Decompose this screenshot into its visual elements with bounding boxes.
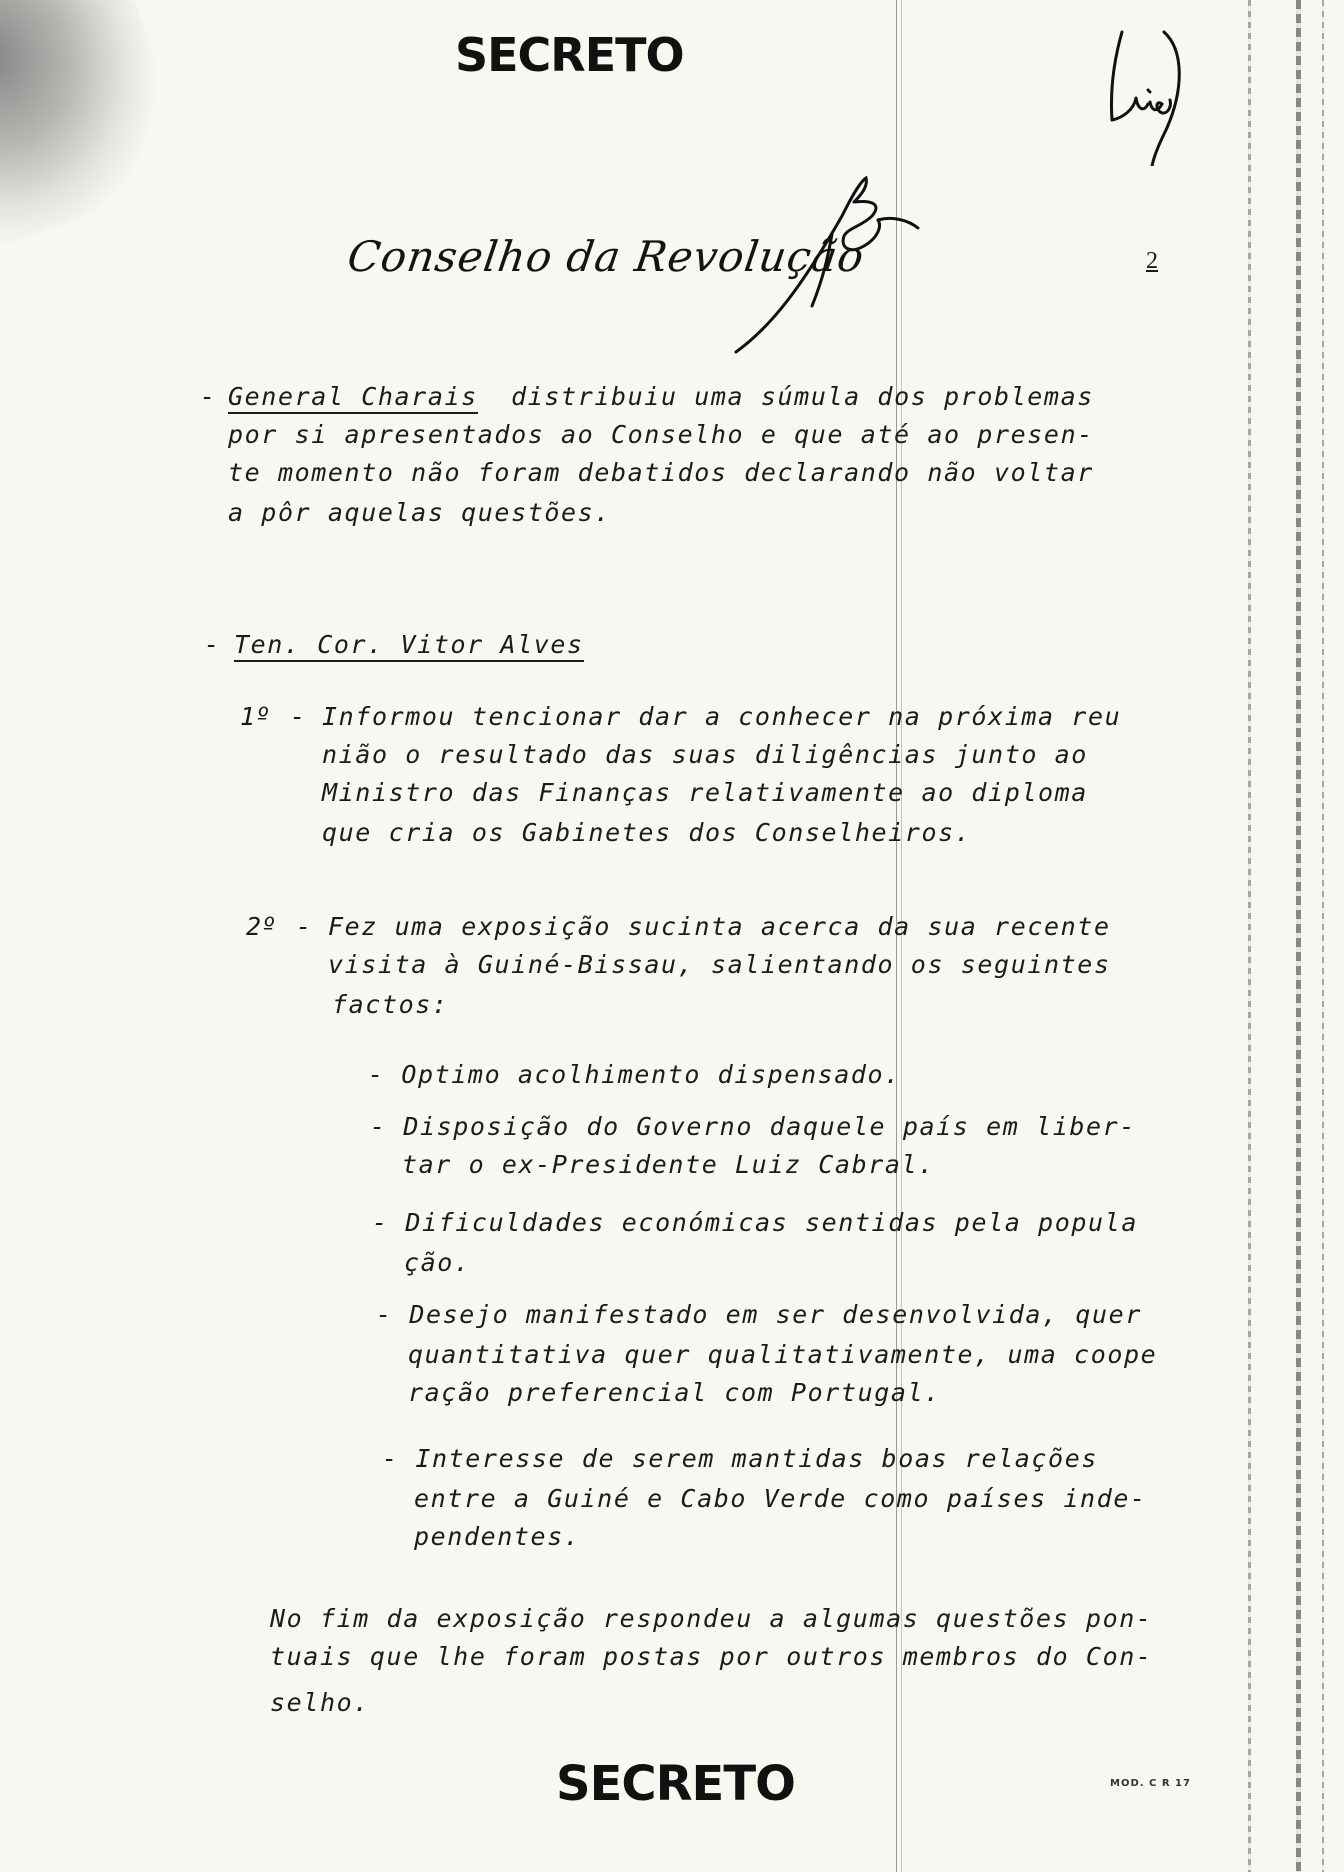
entry-dash: - <box>204 630 238 659</box>
scan-edge-artifact <box>1296 0 1301 1872</box>
fact-line: - Dificuldades económicas sentidas pela popula <box>372 1208 1138 1237</box>
member-name: General Charais <box>228 382 478 414</box>
item-number: 1º <box>240 702 271 731</box>
item-line: visita à Guiné-Bissau, salientando os seguintes <box>328 950 1111 979</box>
scan-edge-artifact <box>1248 0 1251 1872</box>
fact-line: - Desejo manifestado em ser desenvolvida, quer <box>376 1300 1142 1329</box>
item-line: factos: <box>332 990 449 1019</box>
council-letterhead: Conselho da Revolução <box>344 232 868 281</box>
fact-line: quantitativa quer qualitativamente, uma coope <box>408 1340 1158 1369</box>
item-dash: - <box>296 912 330 941</box>
closing-line: selho. <box>270 1688 370 1717</box>
entry-line: te momento não foram debatidos declarando não voltar <box>228 458 1094 487</box>
fact-line: tar o ex-Presidente Luiz Cabral. <box>402 1150 935 1179</box>
item-number: 2º <box>246 912 277 941</box>
member-name: Ten. Cor. Vitor Alves <box>234 630 584 662</box>
scan-edge-artifact <box>1322 0 1324 1872</box>
form-code: MOD. C R 17 <box>1110 1778 1191 1789</box>
page-number: 2 <box>1146 248 1158 274</box>
fact-line: - Disposição do Governo daquele país em liber- <box>370 1112 1136 1141</box>
item-line: nião o resultado das suas diligências junto ao <box>322 740 1088 769</box>
handwritten-initials <box>1092 20 1188 166</box>
entry-line: a pôr aquelas questões. <box>228 498 611 527</box>
entry-dash: - <box>200 382 234 411</box>
entry-line <box>234 628 584 662</box>
fact-line: ção. <box>404 1248 471 1277</box>
fact-line: entre a Guiné e Cabo Verde como países inde- <box>414 1484 1147 1513</box>
entry-line: General Charais distribuiu uma súmula dos problemas <box>228 380 1094 414</box>
closing-line: tuais que lhe foram postas por outros membros do Con- <box>270 1642 1153 1671</box>
fact-line: - Optimo acolhimento dispensado. <box>368 1060 901 1089</box>
closing-line: No fim da exposição respondeu a algumas questões pon- <box>270 1604 1153 1633</box>
scan-smudge <box>0 0 198 250</box>
fact-line: - Interesse de serem mantidas boas relações <box>382 1444 1099 1473</box>
fact-line: pendentes. <box>414 1522 581 1551</box>
classification-stamp-bottom: SECRETO <box>556 1756 795 1812</box>
classification-stamp-top: SECRETO <box>455 28 684 82</box>
item-line: Ministro das Finanças relativamente ao diploma <box>322 778 1088 807</box>
entry-line: por si apresentados ao Conselho e que até ao presen- <box>228 420 1094 449</box>
item-dash: - <box>290 702 324 731</box>
item-line: que cria os Gabinetes dos Conselheiros. <box>322 818 972 847</box>
item-line: Informou tencionar dar a conhecer na próxima reu <box>322 702 1122 731</box>
handwritten-signature <box>732 176 922 354</box>
fact-line: ração preferencial com Portugal. <box>408 1378 941 1407</box>
item-line: Fez uma exposição sucinta acerca da sua recente <box>328 912 1111 941</box>
